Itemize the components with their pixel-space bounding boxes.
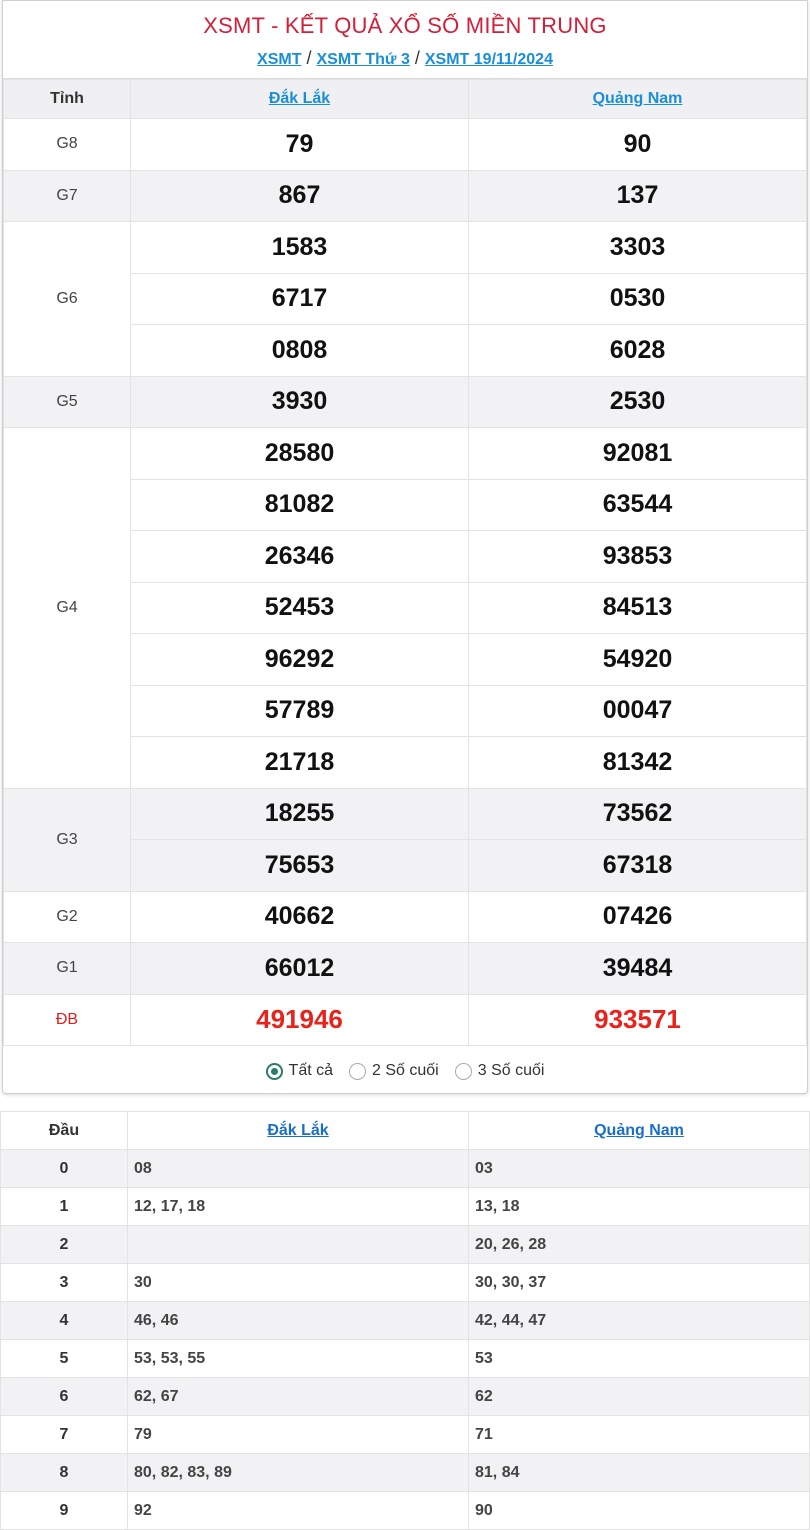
- prize-row: [4, 170, 807, 222]
- loto-values: 53: [469, 1340, 810, 1378]
- breadcrumb-separator: /: [414, 48, 420, 68]
- loto-header-row: [1, 1112, 810, 1150]
- page-title: XSMT - KẾT QUẢ XỔ SỐ MIỀN TRUNG: [203, 13, 607, 38]
- loto-values: 81, 84: [469, 1454, 810, 1492]
- loto-province-link-daklak[interactable]: Đắk Lắk: [267, 1121, 329, 1139]
- prize-number: 54920: [469, 634, 807, 686]
- province-column-header: Tỉnh: [4, 80, 131, 119]
- prize-number: 3930: [131, 376, 469, 428]
- province-link-quangnam[interactable]: Quảng Nam: [592, 90, 683, 107]
- loto-row: [1, 1340, 810, 1378]
- prize-label: G8: [4, 119, 131, 171]
- loto-values: 53, 53, 55: [128, 1340, 469, 1378]
- digit-filter: [3, 1046, 807, 1096]
- loto-head-digit: 8: [1, 1454, 128, 1492]
- filter-option-label: 2 Số cuối: [372, 1062, 439, 1079]
- filter-option-label: Tất cả: [288, 1062, 334, 1079]
- prize-number: 96292: [131, 634, 469, 686]
- loto-table: [0, 1111, 810, 1530]
- loto-values: 62, 67: [128, 1378, 469, 1416]
- loto-values: 71: [469, 1416, 810, 1454]
- loto-values: 08: [128, 1150, 469, 1188]
- loto-values: 30, 30, 37: [469, 1264, 810, 1302]
- province-header-quangnam: [469, 80, 807, 119]
- loto-values: 90: [469, 1492, 810, 1530]
- loto-values: 13, 18: [469, 1188, 810, 1226]
- loto-head-digit: 7: [1, 1416, 128, 1454]
- breadcrumb-xsmt-link[interactable]: XSMT: [257, 51, 302, 68]
- prize-number: 3303: [469, 222, 807, 274]
- breadcrumb-date-link[interactable]: XSMT 19/11/2024: [424, 51, 553, 68]
- prize-label: G4: [4, 428, 131, 789]
- province-link-daklak[interactable]: Đắk Lắk: [268, 90, 331, 107]
- prize-number: 6028: [469, 325, 807, 377]
- prize-number: 66012: [131, 943, 469, 995]
- prize-row: [4, 788, 807, 840]
- prize-number: 40662: [131, 891, 469, 943]
- loto-values: 12, 17, 18: [128, 1188, 469, 1226]
- prize-number: 52453: [131, 582, 469, 634]
- prize-number: 92081: [469, 428, 807, 480]
- prize-number: 67318: [469, 840, 807, 892]
- prize-label: G6: [4, 222, 131, 377]
- breadcrumb: [3, 48, 807, 70]
- prize-number: 0808: [131, 325, 469, 377]
- loto-row: [1, 1264, 810, 1302]
- prize-number: 00047: [469, 685, 807, 737]
- loto-header-daklak: [128, 1112, 469, 1150]
- prize-row: [4, 119, 807, 171]
- prize-label: ĐB: [4, 994, 131, 1046]
- loto-row: [1, 1188, 810, 1226]
- prize-number: 81082: [131, 479, 469, 531]
- results-table: [3, 79, 807, 1046]
- loto-values: 92: [128, 1492, 469, 1530]
- loto-head-digit: 6: [1, 1378, 128, 1416]
- loto-head-digit: 4: [1, 1302, 128, 1340]
- prize-row: [4, 994, 807, 1046]
- prize-row: [4, 222, 807, 274]
- results-header-row: [4, 80, 807, 119]
- prize-label: G2: [4, 891, 131, 943]
- prize-number: 39484: [469, 943, 807, 995]
- prize-row: [4, 891, 807, 943]
- loto-values: [128, 1226, 469, 1264]
- loto-values: 80, 82, 83, 89: [128, 1454, 469, 1492]
- prize-number: 933571: [469, 994, 807, 1046]
- loto-province-link-quangnam[interactable]: Quảng Nam: [594, 1121, 684, 1139]
- province-header-daklak: [131, 80, 469, 119]
- filter-option-last-2[interactable]: [349, 1062, 439, 1080]
- loto-head-digit: 2: [1, 1226, 128, 1264]
- prize-number: 75653: [131, 840, 469, 892]
- radio-unchecked-icon[interactable]: [455, 1063, 472, 1080]
- breadcrumb-separator: /: [306, 48, 312, 68]
- loto-row: [1, 1378, 810, 1416]
- loto-head-digit: 1: [1, 1188, 128, 1226]
- prize-number: 2530: [469, 376, 807, 428]
- prize-number: 73562: [469, 788, 807, 840]
- prize-number: 6717: [131, 273, 469, 325]
- prize-number: 867: [131, 170, 469, 222]
- prize-number: 491946: [131, 994, 469, 1046]
- loto-values: 03: [469, 1150, 810, 1188]
- loto-values: 62: [469, 1378, 810, 1416]
- prize-number: 90: [469, 119, 807, 171]
- filter-option-all[interactable]: [266, 1062, 333, 1080]
- loto-row: [1, 1302, 810, 1340]
- prize-row: [4, 428, 807, 480]
- prize-number: 0530: [469, 273, 807, 325]
- radio-checked-icon[interactable]: [266, 1063, 283, 1080]
- loto-head-digit: 9: [1, 1492, 128, 1530]
- dau-column-header: Đầu: [1, 1112, 128, 1150]
- prize-number: 18255: [131, 788, 469, 840]
- radio-unchecked-icon[interactable]: [349, 1063, 366, 1080]
- prize-label: G1: [4, 943, 131, 995]
- loto-header-quangnam: [469, 1112, 810, 1150]
- prize-number: 1583: [131, 222, 469, 274]
- filter-option-last-3[interactable]: [455, 1062, 545, 1080]
- loto-values: 79: [128, 1416, 469, 1454]
- prize-label: G7: [4, 170, 131, 222]
- prize-row: [4, 943, 807, 995]
- prize-row: [4, 376, 807, 428]
- results-header: [3, 1, 807, 79]
- prize-number: 63544: [469, 479, 807, 531]
- loto-row: [1, 1150, 810, 1188]
- results-card: [2, 0, 808, 1094]
- loto-values: 46, 46: [128, 1302, 469, 1340]
- loto-row: [1, 1226, 810, 1264]
- prize-number: 137: [469, 170, 807, 222]
- prize-number: 84513: [469, 582, 807, 634]
- loto-values: 20, 26, 28: [469, 1226, 810, 1264]
- filter-option-label: 3 Số cuối: [477, 1062, 545, 1079]
- prize-number: 93853: [469, 531, 807, 583]
- prize-number: 26346: [131, 531, 469, 583]
- prize-label: G3: [4, 788, 131, 891]
- breadcrumb-weekday-link[interactable]: XSMT Thứ 3: [316, 51, 410, 68]
- loto-row: [1, 1416, 810, 1454]
- prize-number: 21718: [131, 737, 469, 789]
- loto-head-digit: 0: [1, 1150, 128, 1188]
- prize-number: 57789: [131, 685, 469, 737]
- prize-number: 07426: [469, 891, 807, 943]
- prize-number: 81342: [469, 737, 807, 789]
- prize-number: 79: [131, 119, 469, 171]
- loto-values: 30: [128, 1264, 469, 1302]
- loto-row: [1, 1454, 810, 1492]
- loto-row: [1, 1492, 810, 1530]
- prize-number: 28580: [131, 428, 469, 480]
- loto-head-digit: 3: [1, 1264, 128, 1302]
- prize-label: G5: [4, 376, 131, 428]
- loto-head-digit: 5: [1, 1340, 128, 1378]
- loto-values: 42, 44, 47: [469, 1302, 810, 1340]
